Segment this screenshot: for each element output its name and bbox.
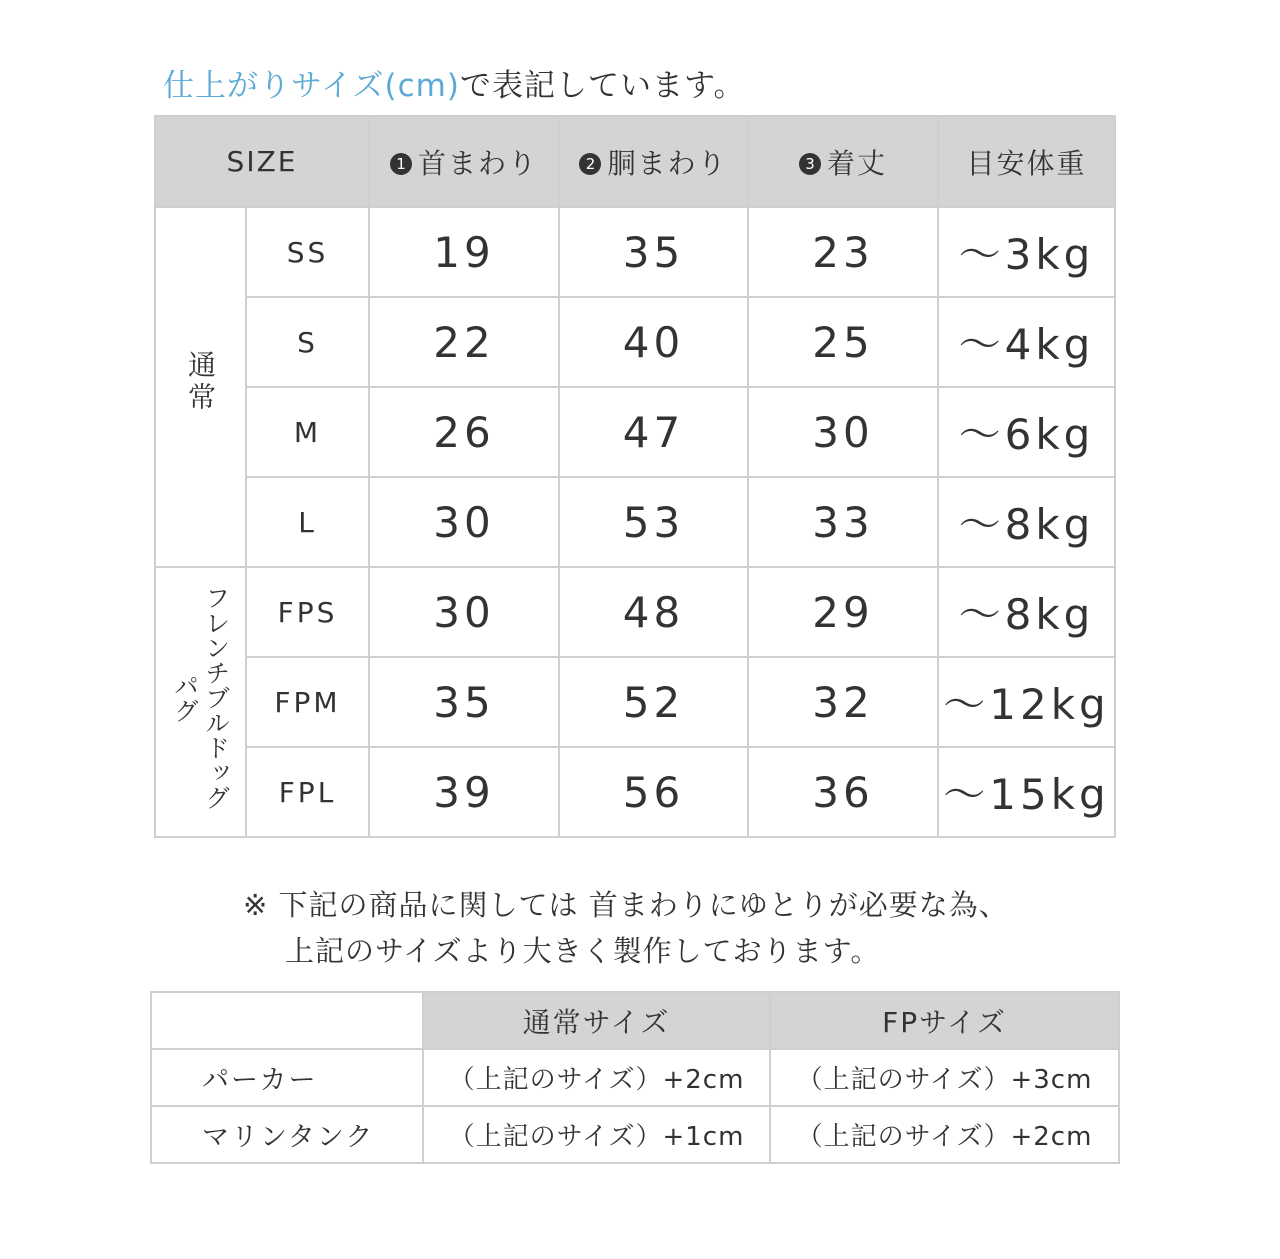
- length-value: 29: [748, 567, 938, 657]
- size-code: FPM: [246, 657, 369, 747]
- group-fp-label-2: フレンチブルドッグ: [201, 585, 231, 811]
- table-row: [155, 477, 1115, 567]
- item-name: マリンタンク: [151, 1106, 423, 1163]
- group-fp-label-1: パグ: [170, 672, 200, 723]
- weight-value: ～15kg: [938, 747, 1115, 837]
- weight-value: ～4kg: [938, 297, 1115, 387]
- header-body-label: 胴まわり: [607, 146, 728, 180]
- item-name: パーカー: [151, 1049, 423, 1106]
- header-weight: 目安体重: [938, 116, 1115, 207]
- weight-value: ～6kg: [938, 387, 1115, 477]
- neck-value: 35: [369, 657, 559, 747]
- regular-adjust: （上記のサイズ）+2cm: [423, 1049, 770, 1106]
- table-row: [155, 387, 1115, 477]
- intro-text: [163, 60, 745, 105]
- header-length-label: 着丈: [826, 146, 887, 180]
- group-fp: [155, 567, 246, 837]
- body-value: 47: [559, 387, 748, 477]
- table-row: [155, 297, 1115, 387]
- size-table: [154, 115, 1116, 838]
- body-value: 35: [559, 207, 748, 297]
- length-value: 30: [748, 387, 938, 477]
- body-value: 56: [559, 747, 748, 837]
- neck-value: 30: [369, 477, 559, 567]
- size-code: L: [246, 477, 369, 567]
- number-3-icon: 3: [799, 153, 821, 175]
- length-value: 32: [748, 657, 938, 747]
- table-row: [151, 1106, 1119, 1163]
- header-blank: [151, 992, 423, 1049]
- group-regular-label: 通常: [184, 350, 217, 415]
- table-row: [155, 747, 1115, 837]
- header-length: [748, 116, 938, 207]
- regular-adjust: （上記のサイズ）+1cm: [423, 1106, 770, 1163]
- weight-value: ～12kg: [938, 657, 1115, 747]
- neck-value: 26: [369, 387, 559, 477]
- length-value: 36: [748, 747, 938, 837]
- weight-value: ～8kg: [938, 567, 1115, 657]
- fp-adjust: （上記のサイズ）+3cm: [770, 1049, 1119, 1106]
- size-code: S: [246, 297, 369, 387]
- size-code: SS: [246, 207, 369, 297]
- body-value: 40: [559, 297, 748, 387]
- header-neck-label: 首まわり: [417, 146, 538, 180]
- header-size: SIZE: [155, 116, 369, 207]
- neck-value: 39: [369, 747, 559, 837]
- header-fp-size: FPサイズ: [770, 992, 1119, 1049]
- intro-rest: で表記しています。: [459, 68, 746, 104]
- number-1-icon: 1: [390, 153, 412, 175]
- header-regular-size: 通常サイズ: [423, 992, 770, 1049]
- fp-adjust: （上記のサイズ）+2cm: [770, 1106, 1119, 1163]
- group-regular: [155, 207, 246, 567]
- adjust-table-header-row: [151, 992, 1119, 1049]
- length-value: 23: [748, 207, 938, 297]
- length-value: 25: [748, 297, 938, 387]
- body-value: 53: [559, 477, 748, 567]
- table-row: [151, 1049, 1119, 1106]
- size-code: FPS: [246, 567, 369, 657]
- table-row: [155, 207, 1115, 297]
- note-line-2: 上記のサイズより大きく製作しております。: [285, 934, 881, 968]
- size-code: M: [246, 387, 369, 477]
- number-2-icon: 2: [579, 153, 601, 175]
- table-row: [155, 657, 1115, 747]
- intro-accent: 仕上がりサイズ(cm): [163, 68, 460, 104]
- table-row: [155, 567, 1115, 657]
- neck-value: 19: [369, 207, 559, 297]
- neck-value: 22: [369, 297, 559, 387]
- body-value: 52: [559, 657, 748, 747]
- size-code: FPL: [246, 747, 369, 837]
- header-body: [559, 116, 748, 207]
- header-neck: [369, 116, 559, 207]
- body-value: 48: [559, 567, 748, 657]
- neck-value: 30: [369, 567, 559, 657]
- note: [243, 882, 1009, 974]
- weight-value: ～3kg: [938, 207, 1115, 297]
- length-value: 33: [748, 477, 938, 567]
- size-table-header-row: [155, 116, 1115, 207]
- note-line-1: ※ 下記の商品に関しては 首まわりにゆとりが必要な為、: [243, 888, 1009, 922]
- adjust-table: [150, 991, 1120, 1164]
- weight-value: ～8kg: [938, 477, 1115, 567]
